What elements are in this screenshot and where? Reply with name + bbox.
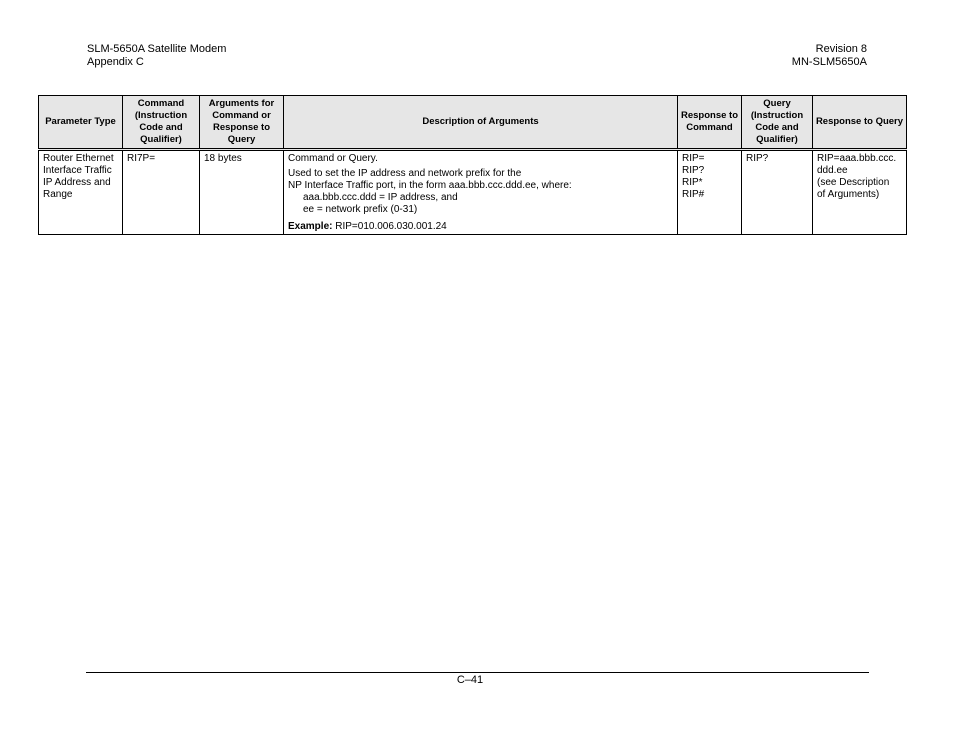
table-header-row: [39, 96, 907, 150]
column-header: Description of Arguments: [284, 96, 678, 150]
parameter-type-cell: Router Ethernet Interface Traffic IP Address and Range: [39, 150, 123, 235]
example-line: [288, 221, 673, 233]
description-line: aaa.bbb.ccc.ddd = IP address, and: [303, 192, 458, 203]
column-header: Query (Instruction Code and Qualifier): [742, 96, 813, 150]
example-value: RIP=010.006.030.001.24: [332, 221, 447, 232]
description-line: Used to set the IP address and network prefix for the: [288, 168, 522, 179]
arguments-cell: 18 bytes: [200, 150, 284, 235]
response-to-query-line: of Arguments): [817, 189, 880, 200]
description-cell: [284, 150, 678, 235]
query-cell: RIP?: [742, 150, 813, 235]
footer-divider: [86, 672, 869, 673]
response-item: RIP=: [682, 153, 705, 164]
document-section: Appendix C: [87, 56, 144, 68]
response-to-query-cell: [813, 150, 907, 235]
response-to-command-cell: [678, 150, 742, 235]
document-revision: Revision 8: [815, 43, 867, 55]
response-item: RIP?: [682, 165, 705, 176]
description-line: Command or Query.: [288, 153, 378, 164]
response-item: RIP#: [682, 189, 705, 200]
response-to-query-line: ddd.ee: [817, 165, 848, 176]
description-line: ee = network prefix (0-31): [303, 204, 418, 215]
column-header: Command (Instruction Code and Qualifier): [123, 96, 200, 150]
example-label: Example:: [288, 221, 333, 232]
document-number: MN-SLM5650A: [791, 56, 867, 68]
column-header: Response to Query: [813, 96, 907, 150]
command-parameter-table: [38, 95, 907, 235]
page-number: C–41: [456, 674, 484, 686]
table-row: [39, 150, 907, 235]
command-cell: RI7P=: [123, 150, 200, 235]
description-line: NP Interface Traffic port, in the form aaa.bbb.ccc.ddd.ee, where:: [288, 180, 572, 191]
response-to-query-line: RIP=aaa.bbb.ccc.: [817, 153, 897, 164]
column-header: Response to Command: [678, 96, 742, 150]
page-header-right: [792, 43, 867, 69]
response-item: RIP*: [682, 177, 703, 188]
column-header: Arguments for Command or Response to Query: [200, 96, 284, 150]
page-header-left: [87, 43, 226, 69]
response-to-query-line: (see Description: [817, 177, 890, 188]
column-header: Parameter Type: [39, 96, 123, 150]
document-title: SLM-5650A Satellite Modem: [87, 43, 227, 55]
